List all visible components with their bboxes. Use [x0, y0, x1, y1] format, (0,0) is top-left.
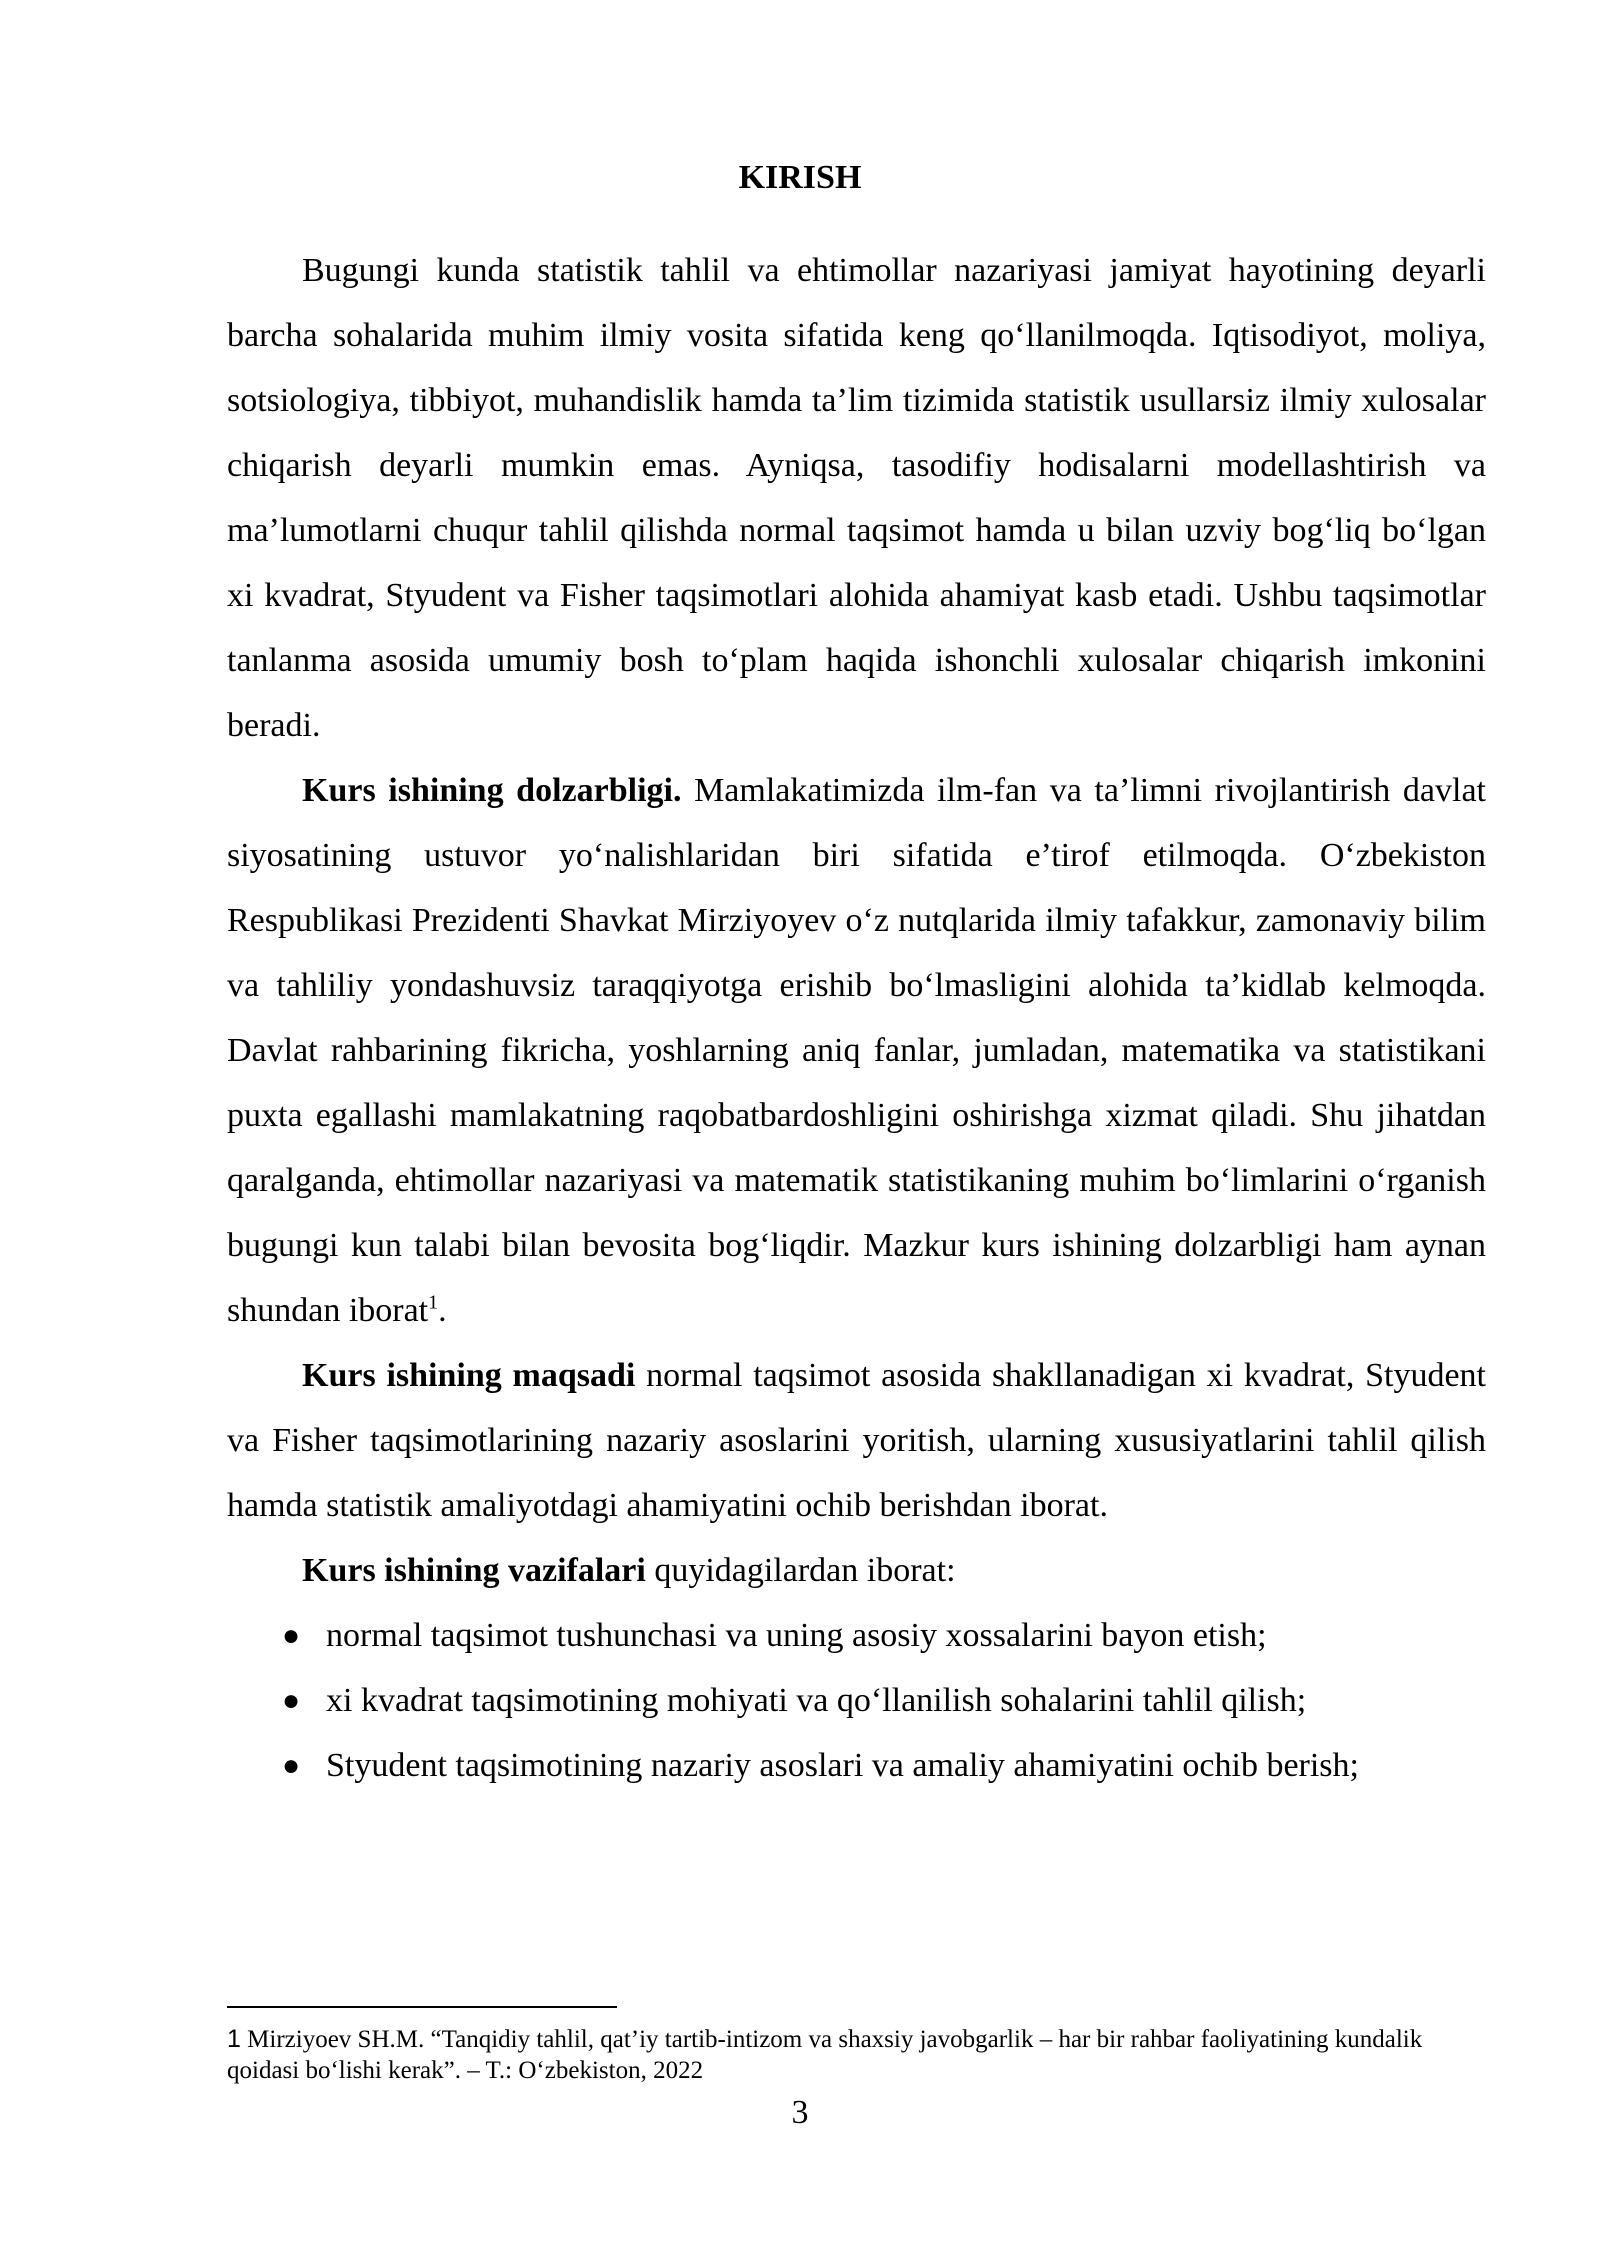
- relevance-end: .: [438, 1292, 447, 1329]
- page-title: KIRISH: [738, 159, 862, 196]
- goal-paragraph: [227, 1343, 1486, 1538]
- goal-text: normal taqsimot asosida shakllanadigan xi kvadrat, Styudent va Fisher taqsimotlarining nazariy asoslarini yoritish, ularning xususiyatlarini tahlil qilish hamda statistik amaliyotdagi ahamiyatini ochib berishdan iborat.: [227, 1357, 1486, 1524]
- footnote-divider: [227, 2006, 617, 2008]
- list-item-text: xi kvadrat taqsimotining mohiyati va qo‘llanilish sohalarini tahlil qilish;: [326, 1682, 1307, 1719]
- footnote-reference[interactable]: 1: [428, 1291, 439, 1314]
- task-list: [227, 1603, 1486, 1798]
- intro-paragraph: Bugungi kunda statistik tahlil va ehtimollar nazariyasi jamiyat hayotining deyarli barcha sohalarida muhim ilmiy vosita sifatida keng qo‘llanilmoqda. Iqtisodiyot, moliya, sotsiologiya, tibbiyot, muhandislik hamda ta’lim tizimida statistik usullarsiz ilmiy xulosalar chiqarish deyarli mumkin emas. Ayniqsa, tasodifiy hodisalarni modellashtirish va ma’lumotlarni chuqur tahlil qilishda normal taqsimot hamda u bilan uzviy bog‘liq bo‘lgan xi kvadrat, Styudent va Fisher taqsimotlari alohida ahamiyat kasb etadi. Ushbu taqsimotlar tanlanma asosida umumiy bosh to‘plam haqida ishonchli xulosalar chiqarish imkonini beradi.: [227, 252, 1486, 744]
- tasks-paragraph: [227, 1538, 1486, 1603]
- list-item-text: normal taqsimot tushunchasi va uning asosiy xossalarini bayon etish;: [326, 1617, 1267, 1654]
- footnote: [227, 2024, 1486, 2086]
- bullet-icon: ●: [282, 1619, 301, 1652]
- list-item-text: Styudent taqsimotining nazariy asoslari va amaliy ahamiyatini ochib berish;: [326, 1747, 1359, 1784]
- list-item: [227, 1668, 1486, 1733]
- main-text: [227, 238, 1486, 1798]
- relevance-text: Mamlakatimizda ilm-fan va ta’limni rivojlantirish davlat siyosatining ustuvor yo‘nalishlaridan biri sifatida e’tirof etilmoqda. O‘zbekiston Respublikasi Prezidenti Shavkat Mirziyoyev o‘z nutqlarida ilmiy tafakkur, zamonaviy bilim va tahliliy yondashuvsiz taraqqiyotga erishib bo‘lmasligini alohida ta’kidlab kelmoqda. Davlat rahbarining fikricha, yoshlarning aniq fanlar, jumladan, matematika va statistikani puxta egallashi mamlakatning raqobatbardoshligini oshirishga xizmat qiladi. Shu jihatdan qaralganda, ehtimollar nazariyasi va matematik statistikaning muhim bo‘limlarini o‘rganish bugungi kun talabi bilan bevosita bog‘liqdir. Mazkur kurs ishining dolzarbligi ham aynan shundan iborat: [227, 772, 1486, 1329]
- bullet-icon: ●: [282, 1684, 301, 1717]
- relevance-heading: Kurs ishining dolzarbligi.: [302, 772, 682, 809]
- footnote-text: Mirziyoev SH.M. “Tanqidiy tahlil, qat’iy tartib-intizom va shaxsiy javobgarlik – har bir rahbar faoliyatining kundalik qoidasi bo‘lishi kerak”. – T.: O‘zbekiston, 2022: [227, 2026, 1423, 2084]
- tasks-heading: Kurs ishining vazifalari: [302, 1552, 646, 1589]
- list-item: [227, 1733, 1486, 1798]
- tasks-intro-text: quyidagilardan iborat:: [645, 1552, 956, 1589]
- bullet-icon: ●: [282, 1749, 301, 1782]
- relevance-paragraph: [227, 758, 1486, 1343]
- footnote-number: 1: [227, 2025, 241, 2053]
- list-item: [227, 1603, 1486, 1668]
- goal-heading: Kurs ishining maqsadi: [302, 1357, 636, 1394]
- page-number: 3: [791, 2094, 809, 2131]
